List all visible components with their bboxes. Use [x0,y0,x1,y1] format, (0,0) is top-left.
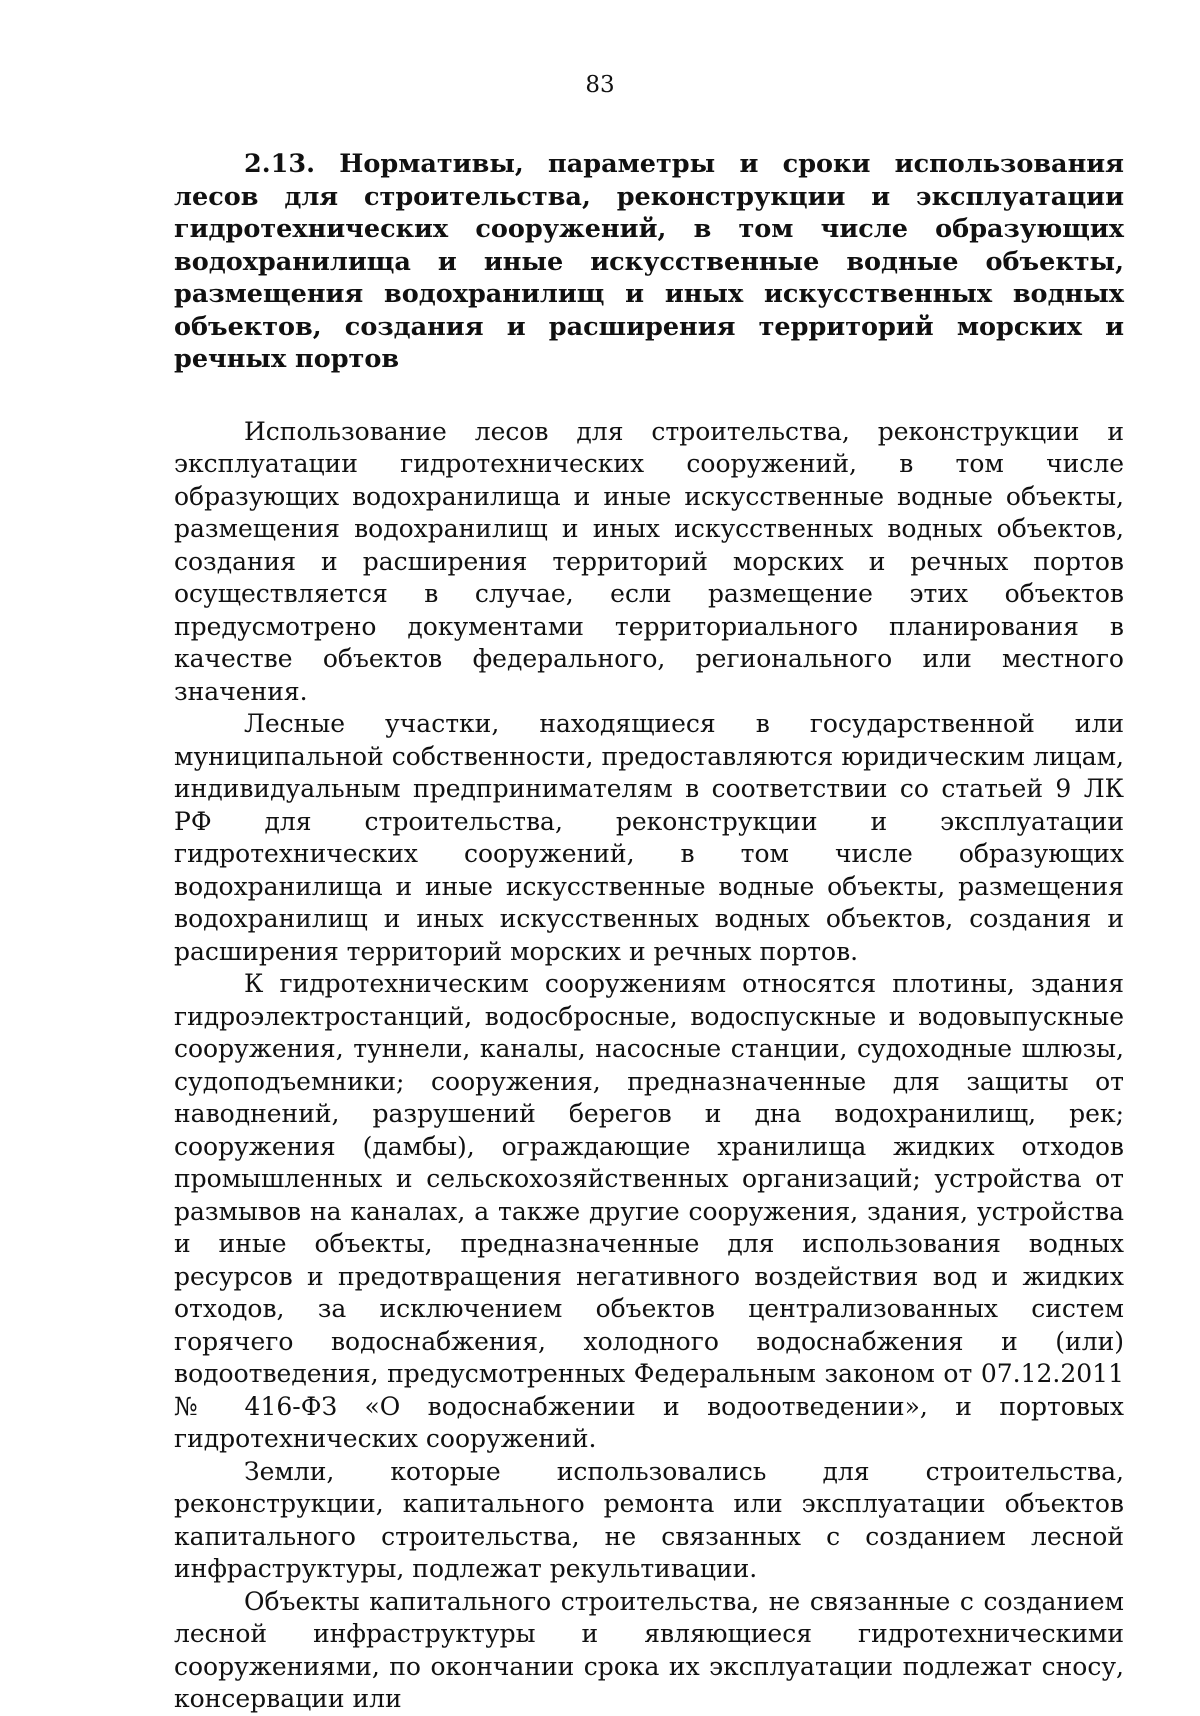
page-number: 83 [585,72,615,98]
paragraph-5: Объекты капитального строительства, не связанные с созданием лесной инфраструктуры и являющиеся гидротехническими сооружениями, по окончании срока их эксплуатации подлежат сносу, консервации или [174,1586,1124,1713]
paragraph-2: Лесные участки, находящиеся в государственной или муниципальной собственности, предоставляются юридическим лицам, индивидуальным предпринимателям в соответствии со статьей 9 ЛК РФ для строительства, реконструкции и эксплуатации гидротехнических сооружений, в том числе образующих водохранилища и иные искусственные водные объекты, размещения водохранилищ и иных искусственных водных объектов, создания и расширения территорий морских и речных портов. [174,709,1124,966]
page-content [174,148,1124,1716]
body-text [174,416,1124,1716]
paragraph-1: Использование лесов для строительства, реконструкции и эксплуатации гидротехнических сооружений, в том числе образующих водохранилища и иные искусственные водные объекты, размещения водохранилищ и иных искусственных водных объектов, создания и расширения территорий морских и речных портов осуществляется в случае, если размещение этих объектов предусмотрено документами территориального планирования в качестве объектов федерального, регионального или местного значения. [174,416,1124,706]
section-heading: 2.13. Нормативы, параметры и сроки использования лесов для строительства, реконструкции и эксплуатации гидротехнических сооружений, в том числе образующих водохранилища и иные искусственные водные объекты, размещения водохранилищ и иных искусственных водных объектов, создания и расширения территорий морских и речных портов [174,149,1124,374]
paragraph-3: К гидротехническим сооружениям относятся плотины, здания гидроэлектростанций, водосбросные, водоспускные и водовыпускные сооружения, туннели, каналы, насосные станции, судоходные шлюзы, судоподъемники; сооружения, предназначенные для защиты от наводнений, разрушений берегов и дна водохранилищ, рек; сооружения (дамбы), ограждающие хранилища жидких отходов промышленных и сельскохозяйственных организаций; устройства от размывов на каналах, а также другие сооружения, здания, устройства и иные объекты, предназначенные для использования водных ресурсов и предотвращения негативного воздействия вод и жидких отходов, за исключением объектов централизованных систем горячего водоснабжения, холодного водоснабжения и (или) водоотведения, предусмотренных Федеральным законом от 07.12.2011 № 416-ФЗ «О водоснабжении и водоотведении», и портовых гидротехнических сооружений. [174,969,1124,1453]
paragraph-4: Земли, которые использовались для строительства, реконструкции, капитального ремонта или эксплуатации объектов капитального строительства, не связанных с созданием лесной инфраструктуры, подлежат рекультивации. [174,1456,1124,1583]
